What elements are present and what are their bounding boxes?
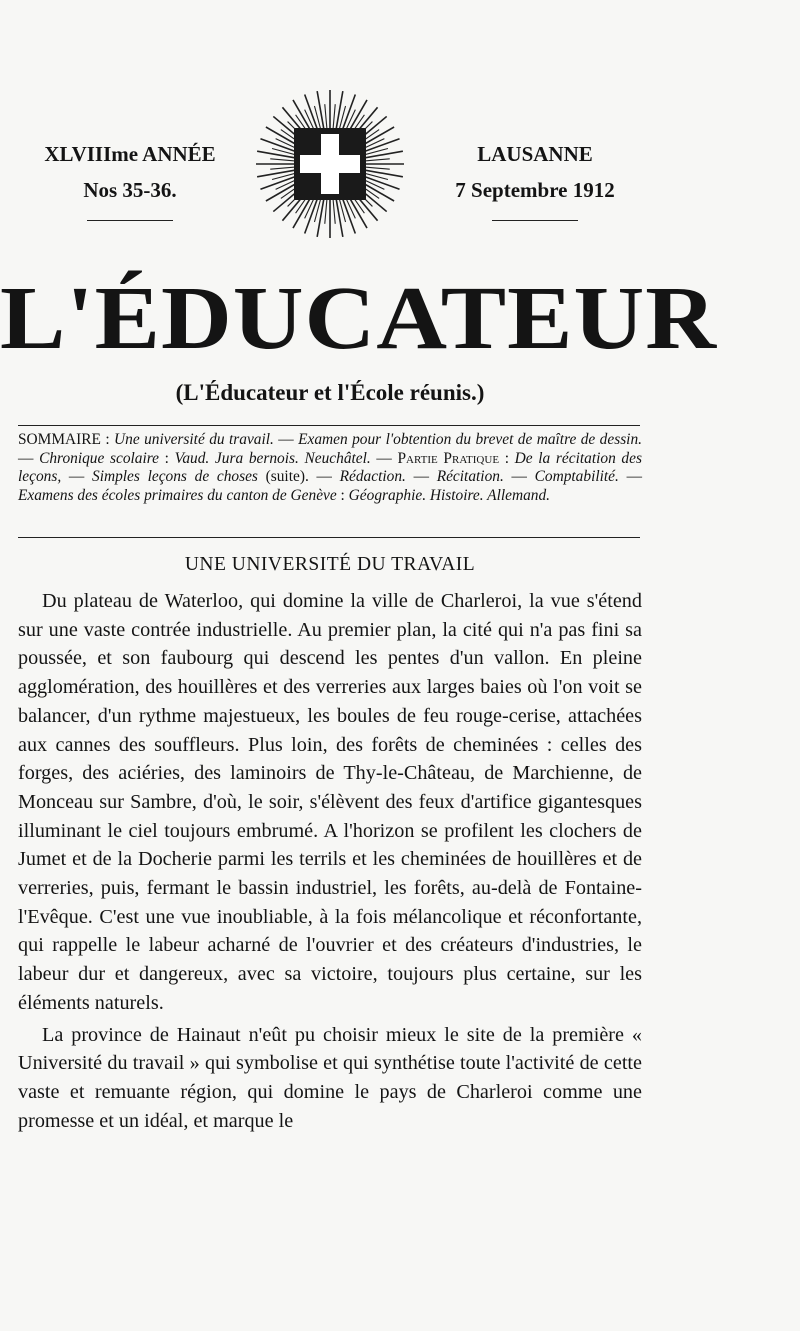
masthead-title: L'ÉDUCATEUR bbox=[0, 268, 718, 369]
article-paragraph: Du plateau de Waterloo, qui domine la ville de Charleroi, la vue s'étend sur une vaste contrée industrielle. Au premier plan, la cité qui n'a pas fini sa poussée, et son faubourg qui descend les pentes d'un vallon. En pleine agglomération, des houillères et des verreries aux larges baies où l'on voit se balancer, d'un rythme majestueux, les boules de feu rouge-cerise, attachées aux cannes des souffleurs. Plus loin, des forêts de cheminées : celles des forges, des aciéries, des laminoirs de Thy-le-Château, de Marchienne, de Monceau sur Sambre, d'où, le soir, s'élèvent des feux d'artifice gigantesques illuminant le ciel toujours embrumé. A l'horizon se profilent les clochers de Jumet et de la Docherie parmi les terrils et les cheminées de houillères et de verreries, puis, fermant le bassin industriel, les forêts, au-delà de Fontaine-l'Evêque. C'est une vue inoubliable, à la fois mélancolique et réconfortante, qui rappelle le labeur acharné de l'ouvrier et des créateurs d'industries, le labeur dur et dangereux, avec sa victoire, toujours plus certaine, sur les éléments naturels. bbox=[18, 590, 642, 1014]
sommaire-sep: — bbox=[316, 468, 340, 485]
sommaire-item: Géographie. Histoire. Allemand. bbox=[348, 486, 551, 504]
article-paragraph: La province de Hainaut n'eût pu choisir mieux le site de la première « Université du travail » qui symbolise et qui synthétise toute l'activité de cette vaste et remuante région, qui domine le pays de Charleroi comme une promesse et un idéal, et marque le bbox=[18, 1023, 642, 1132]
sommaire-item: Rédaction. bbox=[339, 468, 406, 485]
header-left-rule bbox=[87, 220, 173, 221]
sommaire-top-rule bbox=[18, 425, 640, 426]
article-title: UNE UNIVERSITÉ DU TRAVAIL bbox=[184, 554, 476, 575]
sommaire-item: Simples leçons de choses bbox=[92, 468, 258, 485]
sommaire-bottom-rule bbox=[18, 537, 640, 538]
sommaire-sep: : bbox=[499, 449, 515, 467]
swiss-cross-arm bbox=[300, 155, 360, 173]
header-right-rule bbox=[492, 220, 578, 221]
sommaire-item: Chronique scolaire bbox=[39, 449, 160, 467]
sommaire-label: SOMMAIRE : bbox=[18, 431, 115, 448]
sommaire-item: Une université du travail. bbox=[114, 431, 274, 448]
sommaire-item: Vaud. Jura bernois. Neuchâtel. bbox=[174, 449, 371, 467]
partie-pratique-label: Partie Pratique bbox=[397, 449, 500, 467]
year-label: XLVIIIme ANNÉE bbox=[44, 142, 216, 166]
sommaire-item: Récitation. bbox=[436, 468, 504, 485]
sommaire-sep: — bbox=[61, 468, 92, 485]
sommaire-sep: — bbox=[618, 468, 642, 485]
sommaire-item: De la récitation des leçons, bbox=[18, 449, 642, 485]
header-right bbox=[425, 136, 645, 221]
masthead-subtitle: (L'Éducateur et l'École réunis.) bbox=[175, 380, 485, 405]
sommaire-sep: : bbox=[336, 486, 349, 504]
sommaire-suffix: (suite). bbox=[257, 468, 317, 485]
sommaire bbox=[18, 431, 642, 505]
sommaire-item: Comptabilité. bbox=[534, 468, 619, 485]
sommaire-sep: — bbox=[405, 468, 437, 485]
issue-numbers: Nos 35-36. bbox=[83, 178, 177, 202]
place: LAUSANNE bbox=[477, 142, 593, 166]
header-left bbox=[30, 136, 230, 221]
sommaire-sep: — bbox=[18, 449, 40, 467]
issue-date: 7 Septembre 1912 bbox=[455, 178, 615, 202]
sommaire-sep: — bbox=[273, 431, 299, 448]
sommaire-sep: — bbox=[370, 449, 398, 467]
article-body bbox=[18, 587, 642, 1135]
sommaire-sep: : bbox=[159, 449, 175, 467]
sommaire-sep: — bbox=[503, 468, 535, 485]
sommaire-item: Examen pour l'obtention du brevet de maître de dessin. bbox=[298, 431, 642, 448]
swiss-cross-sunburst-emblem bbox=[255, 84, 405, 244]
sommaire-item: Examens des écoles primaires du canton de Genève bbox=[18, 486, 337, 504]
